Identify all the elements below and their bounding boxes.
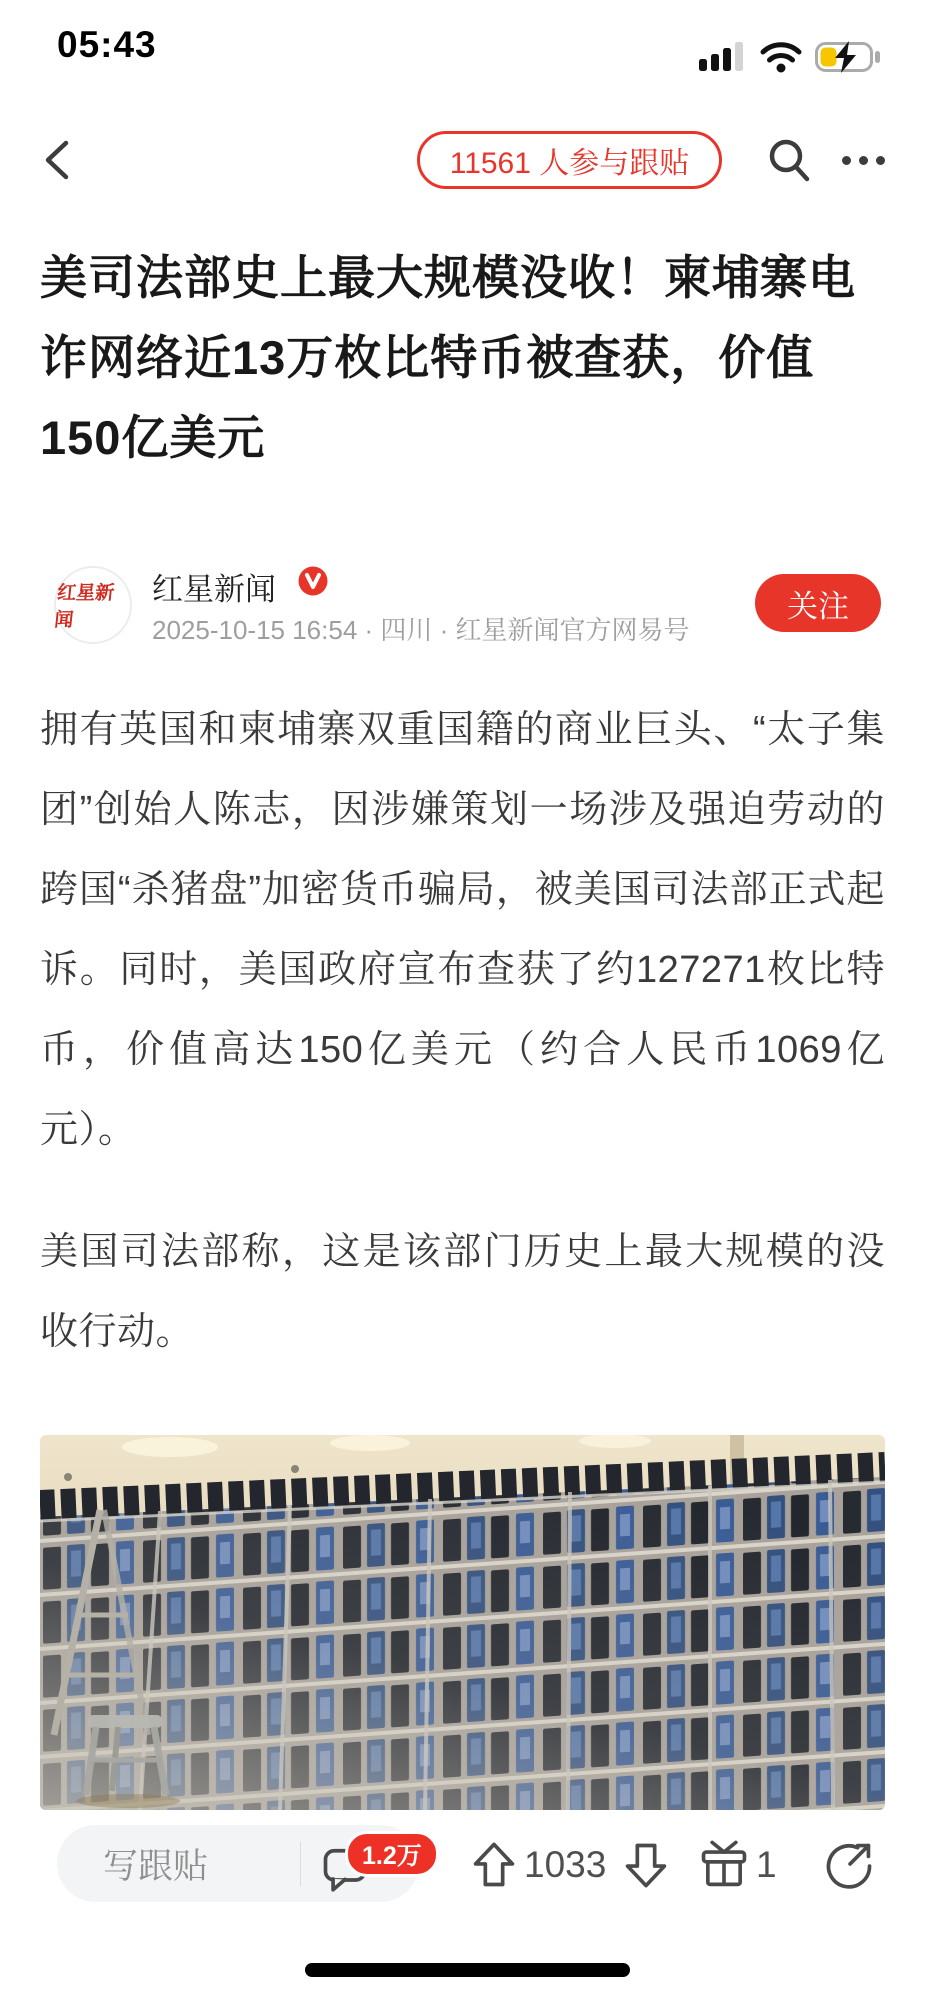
publish-meta: 2025-10-15 16:54 · 四川 · 红星新闻官方网易号 [152, 615, 690, 645]
battery-charging-icon [815, 40, 883, 74]
downvote-arrow-icon [620, 1839, 672, 1891]
verified-badge-icon [298, 566, 328, 596]
home-indicator [305, 1963, 630, 1977]
search-icon[interactable] [766, 136, 814, 184]
comments-button[interactable] [301, 1825, 422, 1902]
comment-input-pill [57, 1825, 422, 1902]
status-bar [0, 0, 925, 90]
phone-farm-photo [40, 1435, 885, 1810]
upvote-count: 1033 [524, 1844, 607, 1885]
cellular-signal-icon [699, 42, 747, 72]
gift-button[interactable] [696, 1837, 752, 1893]
gift-count: 1 [756, 1844, 777, 1885]
nav-bar [0, 120, 925, 200]
status-time: 05:43 [57, 24, 157, 65]
comment-input[interactable]: 写跟贴 [103, 1846, 209, 1886]
author-name[interactable]: 红星新闻 [152, 572, 276, 607]
back-button[interactable] [38, 138, 82, 182]
upvote-button[interactable] [468, 1839, 520, 1891]
article-image[interactable] [40, 1435, 885, 1810]
article-title: 美司法部史上最大规模没收！柬埔寨电诈网络近13万枚比特币被查获，价值150亿美元 [40, 251, 856, 464]
comments-count-label: 11561 人参与跟贴 [449, 147, 690, 180]
upvote-arrow-icon [468, 1839, 520, 1891]
follow-button[interactable]: 关注 [755, 574, 881, 632]
share-icon [822, 1838, 876, 1892]
article-paragraph: 拥有英国和柬埔寨双重国籍的商业巨头、“太子集团”创始人陈志，因涉嫌策划一场涉及强迫劳动的跨国“杀猪盘”加密货币骗局，被美国司法部正式起诉。同时，美国政府宣布查获了约127271枚比特币，价值高达150亿美元（约合人民币1069亿元）。 [40, 709, 885, 1151]
share-button[interactable] [822, 1838, 876, 1892]
gift-icon [696, 1837, 752, 1893]
author-avatar[interactable] [54, 566, 132, 644]
downvote-button[interactable] [620, 1839, 672, 1891]
comment-count-badge: 1.2万 [345, 1831, 439, 1877]
author-avatar-logo-text: 红星新闻 [53, 583, 116, 631]
author-row [40, 562, 885, 646]
comments-count-pill[interactable] [417, 131, 722, 189]
article-paragraph: 美国司法部称，这是该部门历史上最大规模的没收行动。 [40, 1231, 885, 1353]
more-options-icon[interactable] [832, 136, 894, 184]
wifi-icon [760, 41, 802, 73]
bottom-toolbar [0, 1820, 925, 1910]
